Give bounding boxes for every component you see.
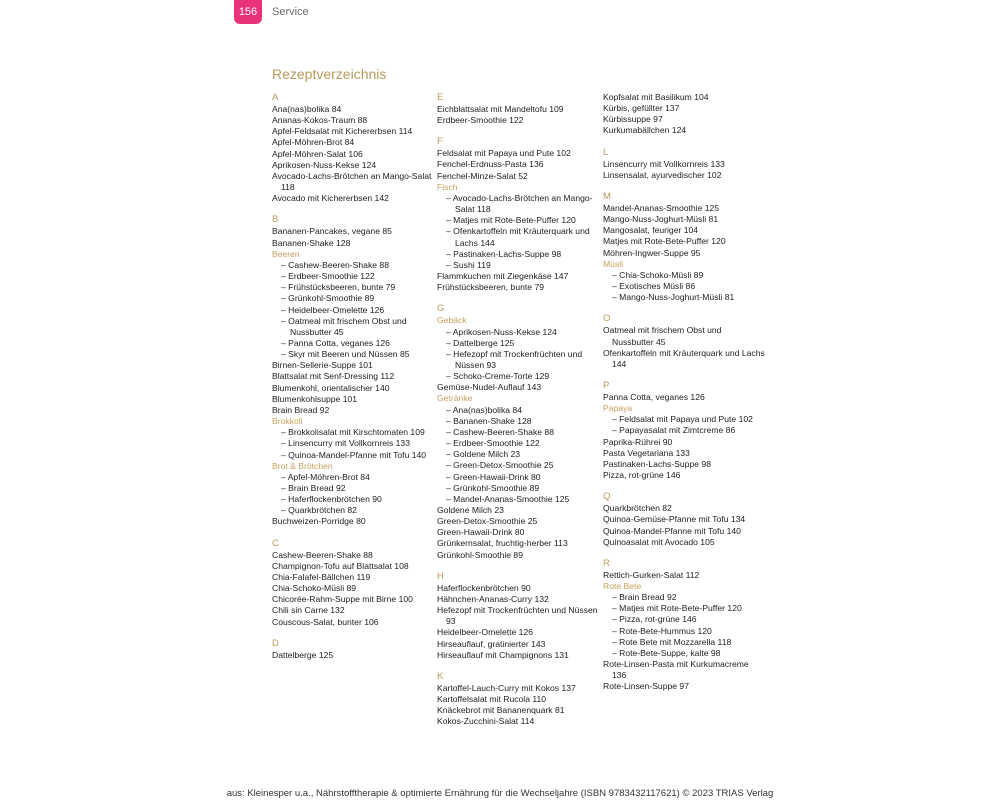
index-entry: Mango-Nuss-Joghurt-Müsli 81 (603, 214, 719, 225)
index-entry: Apfel-Möhren-Brot 84 (272, 137, 355, 148)
index-subentry: – Green-Detox-Smoothie 25 (437, 460, 599, 471)
index-entry: Kokos-Zucchini-Salat 114 (437, 716, 535, 727)
index-entry: Couscous-Salat, bunter 106 (272, 616, 379, 627)
index-entry: Goldene Milch 23 (437, 505, 504, 515)
index-subentry: – Erdbeer-Smoothie 122 (437, 438, 599, 449)
index-subentry: – Brokkolisalat mit Kirschtomaten 109 (272, 427, 434, 438)
source-footer: aus: Kleinesper u.a., Nährstofftherapie & optimierte Ernährung für die Wechseljahre (ISBN 9783432117621) © 2023 TRIAS Verlag (226, 788, 774, 799)
index-entry: Pasta Vegetariana 133 (603, 447, 690, 458)
letter-group (437, 303, 599, 560)
index-entry: Brain Bread 92 (272, 404, 330, 415)
letter-group (437, 136, 599, 293)
index-subentry: – Erdbeer-Smoothie 122 (272, 271, 434, 282)
index-entry: Ananas-Kokos-Traum 88 (272, 115, 368, 126)
index-entry: Matjes mit Rote-Bete-Puffer 120 (603, 236, 726, 247)
index-entry: Avocado-Lachs-Brötchen an Mango-Salat 118 (272, 170, 432, 193)
index-subentry: – Brain Bread 92 (272, 483, 434, 494)
index-subentry: – Dattelberge 125 (437, 338, 599, 349)
index-entry: Chia-Falafel-Bällchen 119 (272, 571, 371, 582)
letter-heading: C (272, 537, 279, 549)
index-entry: Ofenkartoffeln mit Kräuterquark und Lachs 144 (603, 347, 765, 369)
index-entry: Hähnchen-Ananas-Curry 132 (437, 593, 549, 604)
index-subentry: – Rote Bete mit Mozzarella 118 (603, 637, 765, 648)
index-entry: Blumenkohlsuppe 101 (272, 393, 358, 404)
index-subentry: – Feldsalat mit Papaya und Pute 102 (603, 414, 765, 425)
index-subentry: – Matjes mit Rote-Bete-Puffer 120 (603, 603, 765, 614)
index-entry: Mangosalat, feuriger 104 (603, 225, 699, 236)
index-entry: Knäckebrot mit Bananenquark 81 (437, 705, 565, 716)
letter-heading: D (272, 637, 279, 649)
index-entry: Quarkbrötchen 82 (603, 503, 672, 514)
letter-group (603, 147, 765, 181)
letter-group (603, 558, 765, 693)
letter-group (437, 671, 599, 728)
letter-group (437, 92, 599, 126)
index-entry: Kopfsalat mit Basilikum 104 (603, 92, 709, 102)
index-subentry: – Papayasalat mit Zimtcreme 86 (603, 425, 765, 436)
index-entry: Apfel-Feldsalat mit Kichererbsen 114 (272, 126, 413, 137)
letter-heading: B (272, 214, 279, 226)
letter-heading: O (603, 313, 611, 325)
index-subentry: – Quinoa-Mandel-Pfanne mit Tofu 140 (272, 450, 434, 461)
index-subentry: – Matjes mit Rote-Bete-Puffer 120 (437, 215, 599, 226)
category-subheading: Fisch (437, 181, 458, 192)
letter-heading: G (437, 303, 445, 315)
index-subentry: – Apfel-Möhren-Brot 84 (272, 472, 434, 483)
index-subentry: – Oatmeal mit frischem Obst und Nussbutter 45 (272, 316, 434, 338)
category-subheading: Müsli (603, 258, 624, 269)
index-subentry: – Quarkbrötchen 82 (272, 505, 434, 516)
letter-group (272, 214, 434, 527)
index-subentry: – Grünkohl-Smoothie 89 (437, 483, 599, 494)
index-entry: Heidelbeer-Omelette 126 (437, 627, 534, 638)
index-subentry: – Sushi 119 (437, 260, 599, 271)
index-entry: Linsencurry mit Vollkornreis 133 (603, 158, 725, 169)
letter-group (437, 571, 599, 661)
index-entry: Pastinaken-Lachs-Suppe 98 (603, 458, 711, 469)
page-number-badge: 156 (234, 0, 262, 24)
letter-group (272, 92, 434, 204)
index-entry: Blumenkohl, orientalischer 140 (272, 382, 390, 393)
index-entry: Flammkuchen mit Ziegenkäse 147 (437, 271, 569, 282)
index-entry: Chia-Schoko-Müsli 89 (272, 583, 357, 594)
index-entry: Bananen-Shake 128 (272, 237, 351, 248)
index-subentry: – Skyr mit Beeren und Nüssen 85 (272, 349, 434, 360)
index-column-3 (603, 92, 765, 703)
letter-heading: L (603, 146, 609, 158)
index-subentry: – Bananen-Shake 128 (437, 416, 599, 427)
index-subentry: – Green-Hawaii-Drink 80 (437, 472, 599, 483)
index-entry: Kartoffel-Lauch-Curry mit Kokos 137 (437, 682, 576, 693)
section-label: Service (272, 6, 309, 18)
index-subentry: – Rote-Bete-Suppe, kalte 98 (603, 648, 765, 659)
index-subentry: – Cashew-Beeren-Shake 88 (272, 260, 434, 271)
index-entry: Hirseauflauf, gratinierter 143 (437, 638, 546, 649)
letter-group (603, 92, 765, 137)
index-subentry: – Mandel-Ananas-Smoothie 125 (437, 494, 599, 505)
index-entry: Avocado mit Kichererbsen 142 (272, 193, 389, 204)
letter-heading: H (437, 570, 444, 582)
index-entry: Champignon-Tofu auf Blattsalat 108 (272, 560, 409, 571)
index-entry: Grünkohl-Smoothie 89 (437, 549, 523, 560)
index-entry: Rettich-Gurken-Salat 112 (603, 569, 700, 580)
index-column-2 (437, 92, 599, 738)
index-entry: Fenchel-Minze-Salat 52 (437, 170, 528, 181)
category-subheading: Papaya (603, 403, 633, 414)
letter-heading: R (603, 557, 610, 569)
index-subentry: – Ofenkartoffeln mit Kräuterquark und Lachs 144 (437, 226, 599, 248)
index-subentry: – Haferflockenbrötchen 90 (272, 494, 434, 505)
index-entry: Quinoa-Mandel-Pfanne mit Tofu 140 (603, 525, 741, 536)
index-subentry: – Grünkohl-Smoothie 89 (272, 293, 434, 304)
index-entry: Bananen-Pancakes, vegane 85 (272, 226, 392, 237)
index-entry: Blattsalat mit Senf-Dressing 112 (272, 371, 395, 382)
index-subentry: – Exotisches Müsli 86 (603, 281, 765, 292)
letter-heading: M (603, 190, 611, 202)
index-entry: Rote-Linsen-Pasta mit Kurkumacreme 136 (603, 659, 749, 681)
letter-heading: A (272, 92, 279, 103)
index-entry: Oatmeal mit frischem Obst und Nussbutter 45 (603, 325, 722, 347)
index-entry: Quinoa-Gemüse-Pfanne mit Tofu 134 (603, 514, 746, 525)
index-column-1 (272, 92, 434, 671)
index-subentry: – Cashew-Beeren-Shake 88 (437, 427, 599, 438)
index-entry: Mandel-Ananas-Smoothie 125 (603, 202, 720, 213)
index-entry: Aprikosen-Nuss-Kekse 124 (272, 159, 377, 170)
index-entry: Dattelberge 125 (272, 649, 334, 660)
index-subentry: – Aprikosen-Nuss-Kekse 124 (437, 327, 599, 338)
index-entry: Cashew-Beeren-Shake 88 (272, 549, 373, 560)
index-entry: Haferflockenbrötchen 90 (437, 582, 531, 593)
index-entry: Möhren-Ingwer-Suppe 95 (603, 247, 701, 258)
category-subheading: Beeren (272, 248, 300, 259)
letter-heading: P (603, 379, 610, 391)
letter-group (603, 491, 765, 548)
category-subheading: Brokkoli (272, 416, 303, 427)
index-entry: Kürbissuppe 97 (603, 114, 663, 125)
category-subheading: Gebäck (437, 315, 467, 326)
index-entry: Fenchel-Erdnuss-Pasta 136 (437, 159, 544, 170)
letter-heading: Q (603, 491, 611, 503)
index-entry: Birnen-Sellerie-Suppe 101 (272, 360, 373, 371)
index-entry: Green-Detox-Smoothie 25 (437, 516, 538, 527)
letter-group (272, 538, 434, 628)
letter-group (272, 638, 434, 661)
index-entry: Erdbeer-Smoothie 122 (437, 115, 524, 126)
index-entry: Gemüse-Nudel-Auflauf 143 (437, 382, 542, 393)
index-subentry: – Pizza, rot-grüne 146 (603, 614, 765, 625)
letter-group (603, 191, 765, 303)
index-subentry: – Panna Cotta, veganes 126 (272, 338, 434, 349)
index-entry: Chicorée-Rahm-Suppe mit Birne 100 (272, 594, 413, 605)
index-entry: Apfel-Möhren-Salat 106 (272, 148, 363, 159)
index-subentry: – Ana(nas)bolika 84 (437, 405, 599, 416)
index-entry: Chili sin Carne 132 (272, 605, 345, 616)
index-entry: Grünkernsalat, fruchtig-herber 113 (437, 538, 568, 549)
index-entry: Ana(nas)bolika 84 (272, 104, 342, 114)
index-entry: Quinoasalat mit Avocado 105 (603, 536, 715, 547)
index-subentry: – Linsencurry mit Vollkornreis 133 (272, 438, 434, 449)
index-subentry: – Schoko-Creme-Torte 129 (437, 371, 599, 382)
index-subentry: – Frühstücksbeeren, bunte 79 (272, 282, 434, 293)
index-entry: Kartoffelsalat mit Rucola 110 (437, 694, 547, 705)
letter-group (603, 380, 765, 481)
index-entry: Paprika-Rührei 90 (603, 436, 673, 447)
index-subentry: – Goldene Milch 23 (437, 449, 599, 460)
category-subheading: Rote Bete (603, 581, 642, 591)
letter-heading: E (437, 92, 444, 103)
index-entry: Hirseauflauf mit Champignons 131 (437, 649, 569, 660)
index-entry: Kürbis, gefüllter 137 (603, 103, 680, 114)
index-subentry: – Brain Bread 92 (603, 592, 765, 603)
letter-group (603, 313, 765, 370)
category-subheading: Brot & Brötchen (272, 460, 333, 471)
index-entry: Green-Hawaii-Drink 80 (437, 527, 525, 538)
index-title: Rezeptverzeichnis (272, 66, 387, 82)
index-entry: Pizza, rot-grüne 146 (603, 470, 681, 481)
index-entry: Panna Cotta, veganes 126 (603, 391, 705, 402)
index-subentry: – Avocado-Lachs-Brötchen an Mango-Salat 118 (437, 193, 599, 215)
index-subentry: – Chia-Schoko-Müsli 89 (603, 270, 765, 281)
index-entry: Eichblattsalat mit Mandeltofu 109 (437, 104, 564, 114)
index-entry: Frühstücksbeeren, bunte 79 (437, 282, 545, 293)
index-entry: Buchweizen-Porridge 80 (272, 516, 366, 527)
index-entry: Kurkumabällchen 124 (603, 125, 687, 136)
index-entry: Feldsalat mit Papaya und Pute 102 (437, 148, 571, 159)
letter-heading: F (437, 136, 443, 148)
index-entry: Rote-Linsen-Suppe 97 (603, 681, 689, 692)
category-subheading: Getränke (437, 393, 473, 404)
index-entry: Hefezopf mit Trockenfrüchten und Nüssen 93 (437, 605, 598, 627)
index-subentry: – Hefezopf mit Trockenfrüchten und Nüssen 93 (437, 349, 599, 371)
letter-heading: K (437, 670, 444, 682)
index-subentry: – Mango-Nuss-Joghurt-Müsli 81 (603, 292, 765, 303)
index-entry: Linsensalat, ayurvedischer 102 (603, 169, 722, 180)
index-subentry: – Rote-Bete-Hummus 120 (603, 626, 765, 637)
index-subentry: – Pastinaken-Lachs-Suppe 98 (437, 249, 599, 260)
index-subentry: – Heidelbeer-Omelette 126 (272, 305, 434, 316)
